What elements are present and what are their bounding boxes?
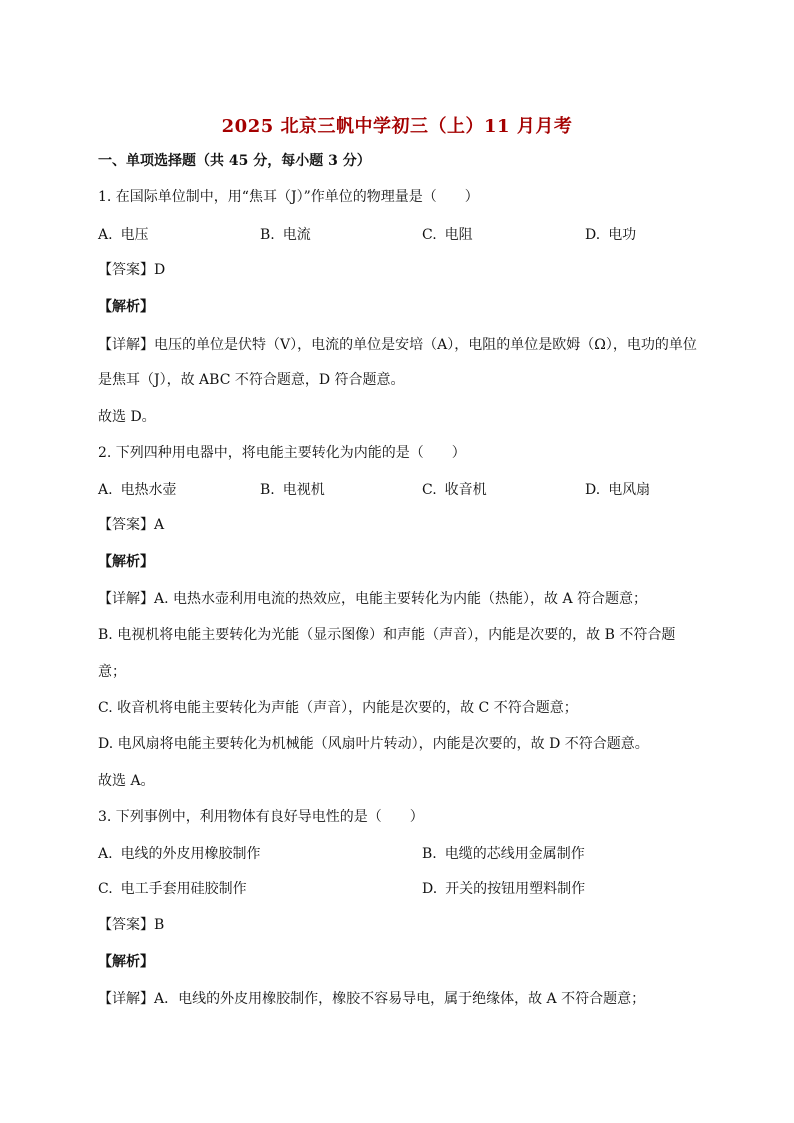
option-text: 电风扇 — [608, 482, 651, 498]
option-text: 电流 — [282, 227, 311, 243]
option-text: 电工手套用硅胶制作 — [120, 881, 247, 897]
q2-option-c — [422, 480, 487, 500]
option-text: 电热水壶 — [120, 482, 177, 498]
q1-detail-line: 是焦耳（J），故 ABC 不符合题意，D 符合题意。 — [98, 372, 405, 388]
q2-detail-line: C. 收音机将电能主要转化为声能（声音），内能是次要的，故 C 不符合题意； — [98, 700, 578, 716]
q2-option-d — [585, 480, 650, 500]
q2-detail-line: 【详解】A. 电热水壶利用电流的热效应，电能主要转化为内能（热能），故 A 符合题意； — [98, 591, 648, 607]
option-text: 电功 — [608, 227, 637, 243]
option-letter: B. — [260, 227, 275, 243]
q3-answer: 【答案】B — [98, 917, 165, 933]
option-letter: C. — [422, 227, 437, 243]
q2-detail-line: B. 电视机将电能主要转化为光能（显示图像）和声能（声音），内能是次要的，故 B 不符合题 — [98, 627, 676, 643]
q3-detail-line: 【详解】A．电线的外皮用橡胶制作，橡胶不容易导电，属于绝缘体，故 A 不符合题意； — [98, 991, 646, 1007]
option-text: 电缆的芯线用金属制作 — [444, 846, 585, 862]
q2-option-a — [98, 480, 177, 500]
option-text: 开关的按钮用塑料制作 — [445, 881, 586, 897]
q3-option-a — [98, 844, 261, 864]
page-title: 2025 北京三帆中学初三（上）11 月月考 — [221, 116, 573, 137]
q3-analysis-heading: 【解析】 — [98, 954, 154, 970]
q1-answer: 【答案】D — [98, 262, 166, 278]
q2-analysis-heading: 【解析】 — [98, 554, 154, 570]
option-letter: A. — [98, 227, 113, 243]
option-letter: D. — [422, 881, 438, 897]
q3-option-c — [98, 879, 247, 899]
q1-detail-line: 【详解】电压的单位是伏特（V），电流的单位是安培（A），电阻的单位是欧姆（Ω），电功的单位 — [98, 337, 697, 353]
option-text: 电阻 — [444, 227, 473, 243]
q1-option-c — [422, 225, 473, 245]
q3-option-b — [422, 844, 585, 864]
option-text: 收音机 — [444, 482, 487, 498]
option-letter: B. — [260, 482, 275, 498]
q2-detail-line: 意； — [98, 664, 126, 680]
q2-detail-line: D. 电风扇将电能主要转化为机械能（风扇叶片转动），内能是次要的，故 D 不符合题意。 — [98, 736, 649, 752]
option-letter: D. — [585, 482, 601, 498]
option-text: 电压 — [120, 227, 149, 243]
option-letter: A. — [98, 846, 113, 862]
section-heading: 一、单项选择题（共 45 分，每小题 3 分） — [98, 153, 371, 169]
question-3-stem: 3. 下列事例中，利用物体有良好导电性的是（ ） — [98, 809, 424, 825]
question-2-stem: 2. 下列四种用电器中，将电能主要转化为内能的是（ ） — [98, 445, 466, 461]
option-letter: C. — [98, 881, 113, 897]
q1-analysis-heading: 【解析】 — [98, 299, 154, 315]
q3-option-d — [422, 879, 585, 899]
q1-conclusion: 故选 D。 — [98, 409, 156, 425]
q2-conclusion: 故选 A。 — [98, 773, 155, 789]
q2-option-b — [260, 480, 325, 500]
q1-option-d — [585, 225, 636, 245]
option-letter: D. — [585, 227, 601, 243]
option-letter: B. — [422, 846, 437, 862]
q1-option-a — [98, 225, 149, 245]
q1-option-b — [260, 225, 311, 245]
option-letter: C. — [422, 482, 437, 498]
q2-answer: 【答案】A — [98, 517, 165, 533]
question-1-stem: 1. 在国际单位制中，用“焦耳（J）”作单位的物理量是（ ） — [98, 189, 479, 205]
option-text: 电线的外皮用橡胶制作 — [120, 846, 261, 862]
option-letter: A. — [98, 482, 113, 498]
option-text: 电视机 — [282, 482, 325, 498]
